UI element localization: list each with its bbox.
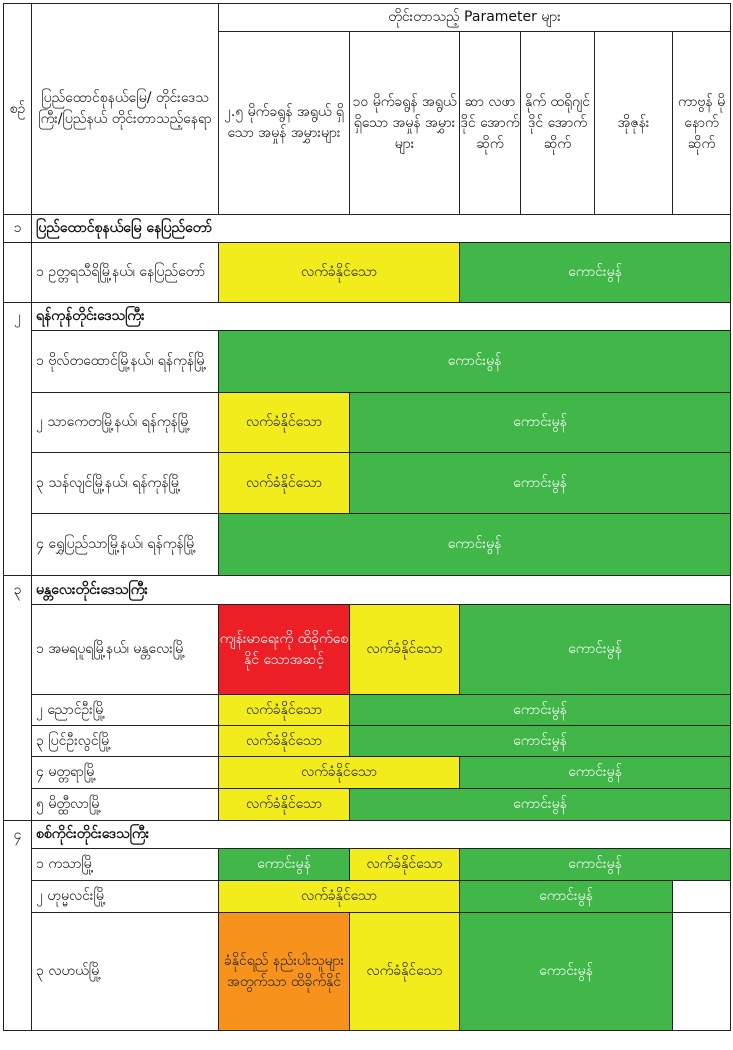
empty-cell [673,881,731,913]
site-name: ၃ လဟယ်မြို့ [32,913,219,1031]
level-good: ကောင်းမွန် [460,849,731,881]
level-acceptable: လက်ခံနိုင်သော [350,849,460,881]
site-no: ၁ [36,264,44,281]
site-name: ၄ ရွှေပြည်သာမြို့နယ်၊ ရန်ကုန်မြို့ [32,514,219,576]
empty-cell [673,913,731,1031]
level-good: ကောင်းမွန် [350,393,731,453]
level-acceptable: လက်ခံနိုင်သော [350,913,460,1031]
region-no: ၃ [4,576,32,821]
level-acceptable: လက်ခံနိုင်သော [219,726,350,757]
level-acceptable: လက်ခံနိုင်သော [219,695,350,726]
header-pm10: ၁၀ မိုက်ခရွန် အရွယ် ရှိသော အမှုန် အမွှားများ [350,32,460,215]
site-name: ၂ သာကေတမြို့နယ်၊ ရန်ကုန်မြို့ [32,393,219,453]
level-good: ကောင်းမွန် [219,331,731,393]
site-name: ၄ မတ္တရာမြို့ [32,757,219,789]
level-good: ကောင်းမွန် [219,849,350,881]
region-name: စစ်ကိုင်းတိုင်းဒေသကြီး [32,821,731,849]
site-name: ၁ ဥတ္တရသီရိမြို့နယ်၊ နေပြည်တော် [32,243,219,303]
level-acceptable: လက်ခံနိုင်သော [219,757,460,789]
level-good: ကောင်းမွန် [460,757,731,789]
site-name: ၅ မိတ္ထီလာမြို့ [32,789,219,821]
header-so2: ဆာ လဖာ ဒိုင် အောက် ဆိုက် [460,32,521,215]
header-no: စဉ် [4,4,32,215]
level-sensitive-groups: ခံနိုင်ရည် နည်းပါးသူများ အတွက်သာ ထိခိုက်နိုင် [219,913,350,1031]
header-location: ပြည်ထောင်စုနယ်မြေ/ တိုင်းဒေသကြီး/ပြည်နယ် တိုင်းတာသည့်နေရာ [32,4,219,215]
header-co: ကာဗွန် မို နောက် ဆိုက် [673,32,731,215]
region-name: ရန်ကုန်တိုင်းဒေသကြီး [32,303,731,331]
site-name: ၁ အမရပူရမြို့နယ်၊ မန္တလေးမြို့ [32,605,219,695]
region-name: မန္တလေးတိုင်းဒေသကြီး [32,576,731,605]
site-name: ၂ ညောင်ဦးမြို့ [32,695,219,726]
level-good: ကောင်းမွန် [460,913,673,1031]
level-good: ကောင်းမွန် [219,514,731,576]
header-ozone: အိုဇုန်း [595,32,673,215]
level-good: ကောင်းမွန် [350,789,731,821]
site-name: ၂ ဟုမ္မလင်းမြို့ [32,881,219,913]
region-name: ပြည်ထောင်စုနယ်မြေ နေပြည်တော် [32,215,731,243]
level-acceptable: လက်ခံနိုင်သော [219,393,350,453]
level-acceptable: လက်ခံနိုင်သော [219,789,350,821]
region-no: ၁ [4,215,32,243]
header-no2: နိုက် ထရိုဂျင် ဒိုင် အောက် ဆိုက် [521,32,595,215]
site-name: ၃ ပြင်ဦးလွင်မြို့ [32,726,219,757]
level-good: ကောင်းမွန် [350,453,731,514]
air-quality-table [3,3,731,1031]
level-acceptable: လက်ခံနိုင်သော [219,881,460,913]
region-no: ၂ [4,303,32,576]
level-good: ကောင်းမွန် [460,605,731,695]
level-sensitive: ကျန်းမာရေးကို ထိခိုက်စေနိုင် သောအဆင့် [219,605,350,695]
level-good: ကောင်းမွန် [460,881,673,913]
site-name: ၁ ကသာမြို့ [32,849,219,881]
level-good: ကောင်းမွန် [350,726,731,757]
level-acceptable: လက်ခံနိုင်သော [350,605,460,695]
site-name: ၁ ဗိုလ်တထောင်မြို့နယ်၊ ရန်ကုန်မြို့ [32,331,219,393]
header-pm25: ၂.၅ မိုက်ခရွန် အရွယ် ရှိသော အမှုန် အမွှားများ [219,32,350,215]
level-good: ကောင်းမွန် [350,695,731,726]
site-name: ၃ သန်လျင်မြို့နယ်၊ ရန်ကုန်မြို့ [32,453,219,514]
header-parameters-title: တိုင်းတာသည့် Parameter များ [219,4,731,32]
region-spacer [4,243,32,303]
level-good: ကောင်းမွန် [460,243,731,303]
region-no: ၄ [4,821,32,1031]
level-acceptable: လက်ခံနိုင်သော [219,243,460,303]
level-acceptable: လက်ခံနိုင်သော [219,453,350,514]
